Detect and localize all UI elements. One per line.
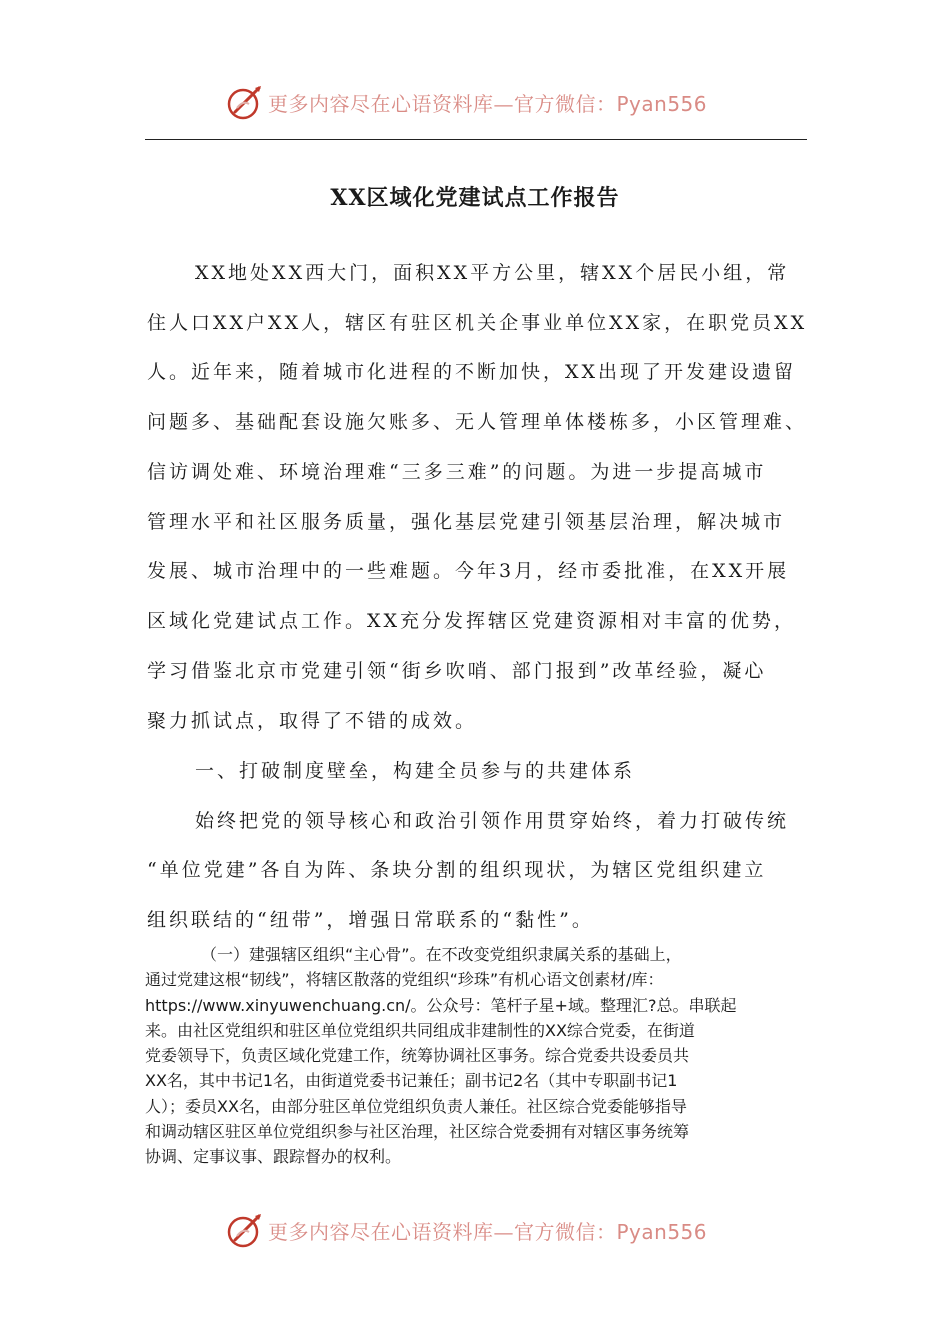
paragraph-line: 区域化党建试点工作。XX充分发挥辖区党建资源相对丰富的优势，	[147, 610, 797, 632]
paragraph-line: 学习借鉴北京市党建引领“街乡吹哨、部门报到”改革经验，凝心	[147, 660, 767, 682]
paragraph-line: 管理水平和社区服务质量，强化基层党建引领基层治理，解决城市	[147, 511, 786, 533]
paragraph-line: 住人口XX户XX人，辖区有驻区机关企事业单位XX家，在职党员XX	[147, 312, 808, 334]
paragraph-line: 始终把党的领导核心和政治引领作用贯穿始终，着力打破传统	[195, 810, 790, 832]
banner-text: 更多内容尽在心语资料库—官方微信：Pyan556	[268, 92, 708, 116]
paragraph-line: XX名，其中书记1名，由街道党委书记兼任；副书记2名（其中专职副书记1	[145, 1071, 678, 1091]
paragraph-line: 问题多、基础配套设施欠账多、无人管理单体楼栋多，小区管理难、	[147, 411, 808, 433]
paragraph-line: “单位党建”各自为阵、条块分割的组织现状，为辖区党组织建立	[147, 859, 767, 881]
paragraph-line: 发展、城市治理中的一些难题。今年3月，经市委批准，在XX开展	[147, 560, 790, 582]
paragraph-line: 通过党建这根“韧线”，将辖区散落的党组织“珍珠”有机心语文创素材/库：	[145, 970, 664, 990]
paragraph-line: 组织联结的“纽带”，增强日常联系的“黏性”。	[147, 909, 594, 931]
banner-text: 更多内容尽在心语资料库—官方微信：Pyan556	[268, 1220, 708, 1244]
paragraph-line: 来。由社区党组织和驻区单位党组织共同组成非建制性的XX综合党委，在街道	[145, 1020, 695, 1040]
section-heading: 一、打破制度壁垒，构建全员参与的共建体系	[195, 760, 636, 782]
paragraph-line: https://www.xinyuwenchuang.cn/。公众号：笔杆子星+域。整理汇?总。串联起	[145, 995, 737, 1015]
wechat-id: Pyan556	[616, 1220, 708, 1244]
paragraph-line: XX地处XX西大门，面积XX平方公里，辖XX个居民小组，常	[195, 262, 790, 284]
paragraph-line: 信访调处难、环境治理难“三多三难”的问题。为进一步提高城市	[147, 461, 767, 483]
paragraph-line: 协调、定事议事、跟踪督办的权利。	[145, 1147, 402, 1167]
paragraph-line: 聚力抓试点，取得了不错的成效。	[147, 710, 478, 732]
footer-banner	[0, 1208, 950, 1252]
document-title: XX区域化党建试点工作报告	[330, 185, 620, 211]
paragraph-line: 人。近年来，随着城市化进程的不断加快，XX出现了开发建设遗留	[147, 361, 797, 383]
paragraph-line: （一）建强辖区组织“主心骨”。在不改变党组织隶属关系的基础上，	[201, 945, 682, 964]
wechat-id: Pyan556	[616, 92, 708, 116]
paragraph-line: 和调动辖区驻区单位党组织参与社区治理，社区综合党委拥有对辖区事务统筹	[145, 1122, 690, 1142]
header-banner	[0, 80, 950, 124]
pen-logo-icon	[225, 82, 265, 122]
subsection-paragraph	[145, 942, 810, 1170]
paragraph-line: 党委领导下，负责区域化党建工作，统筹协调社区事务。综合党委共设委员共	[145, 1046, 690, 1066]
paragraph-line: 人）；委员XX名，由部分驻区单位党组织负责人兼任。社区综合党委能够指导	[145, 1096, 687, 1116]
header-divider	[145, 139, 807, 140]
pen-logo-icon	[225, 1210, 265, 1250]
